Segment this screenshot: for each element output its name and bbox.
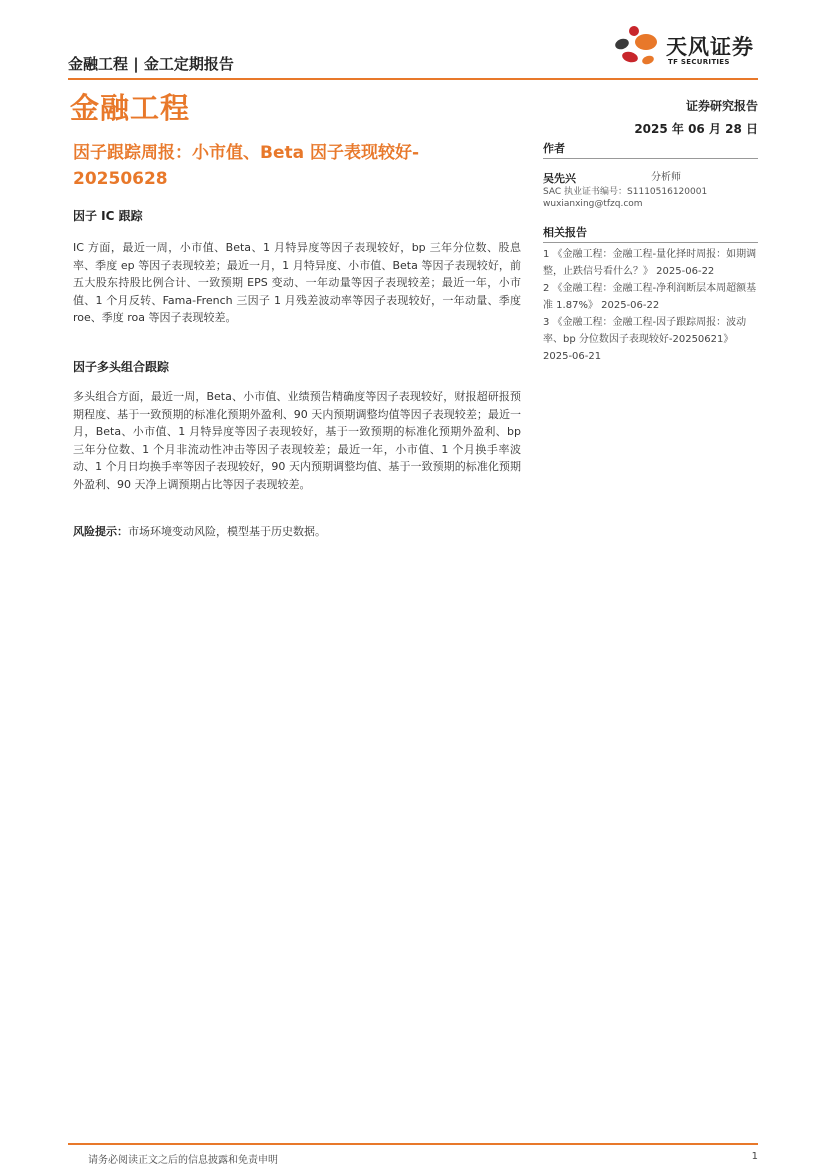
- ic-tracking-body: IC 方面，最近一周，小市值、Beta、1 月特异度等因子表现较好，bp 三年分位数、股息率、季度 ep 等因子表现较差；最近一月，1 月特异度、小市值、Beta 等因子表现较好，前五大股东持股比例合计、一致预期 EPS 变动、一年动量等因子表现较差；最近一年，小市值、1 个月反转、Fama-French 三因子 1 月残差波动率等因子表现较好，一年动量、季度 roe、季度 roa 等因子表现较差。: [73, 241, 521, 324]
- author-role: 分析师: [651, 172, 681, 183]
- document-date: 2025 年 06 月 28 日: [634, 122, 758, 136]
- risk-label: 风险提示：: [73, 525, 128, 538]
- report-title-line2: 20250628: [73, 169, 168, 189]
- tf-logo-icon: [610, 22, 666, 70]
- related-report-item[interactable]: 2 《金融工程：金融工程-净利润断层本周超额基准 1.87%》 2025-06-22: [543, 283, 757, 311]
- logo-english: TF SECURITIES: [668, 58, 730, 66]
- page-number: 1: [751, 1151, 758, 1162]
- related-heading: 相关报告: [543, 224, 758, 243]
- long-portfolio-body: 多头组合方面，最近一周，Beta、小市值、业绩预告精确度等因子表现较好，财报超研报预期程度、基于一致预期的标准化预期外盈利、90 天内预期调整均值等因子表现较差；最近一月，Beta、小市值、1 月特异度等因子表现较好，基于一致预期的标准化预期外盈利、bp 三年分位数、1 个月非流动性冲击等因子表现较差；最近一年，小市值、1 个月换手率波动、1 个月日均换手率等因子表现较好，90 天内预期调整均值、基于一致预期的标准化预期外盈利、90 天净上调预期占比等因子表现较差。: [73, 390, 521, 491]
- author-name: 吴先兴: [543, 172, 576, 185]
- related-report-item[interactable]: 1 《金融工程：金融工程-量化择时周报：如期调整，止跌信号看什么？》 2025-06-22: [543, 249, 757, 277]
- header-divider: [68, 78, 758, 80]
- author-block: [543, 140, 758, 209]
- logo-chinese: 天风证券: [666, 35, 754, 59]
- risk-text: 市场环境变动风险，模型基于历史数据。: [128, 525, 326, 538]
- long-portfolio-heading: 因子多头组合跟踪: [73, 360, 170, 374]
- author-heading: 作者: [543, 140, 758, 159]
- report-category: 金融工程 | 金工定期报告: [68, 55, 234, 73]
- sac-number: SAC 执业证书编号：S1110516120001: [543, 187, 708, 197]
- author-email: wuxianxing@tfzq.com: [543, 199, 643, 209]
- report-title: [73, 140, 523, 192]
- disclaimer-text: 请务必阅读正文之后的信息披露和免责申明: [88, 1155, 278, 1166]
- report-title-line1: 因子跟踪周报：小市值、Beta 因子表现较好-: [73, 143, 420, 163]
- related-reports: [543, 224, 758, 365]
- footer-divider: [68, 1143, 758, 1145]
- document-type: 证券研究报告: [685, 99, 758, 113]
- risk-warning: [73, 523, 521, 541]
- related-report-item[interactable]: 3 《金融工程：金融工程-因子跟踪周报：波动率、bp 分位数因子表现较好-20250621》 2025-06-21: [543, 317, 747, 362]
- section-title: 金融工程: [70, 91, 191, 125]
- ic-tracking-heading: 因子 IC 跟踪: [73, 209, 143, 223]
